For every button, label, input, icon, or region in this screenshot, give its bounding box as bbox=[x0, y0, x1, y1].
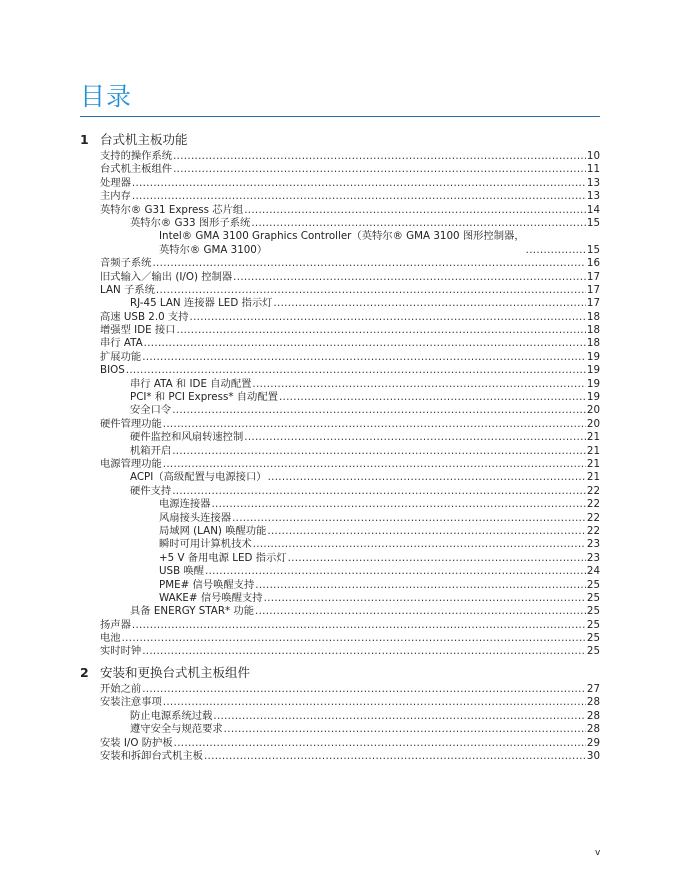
toc-entry-label bbox=[159, 498, 210, 511]
toc-entry-text: 安装注意事项 bbox=[100, 696, 162, 709]
toc-entry-text: 处理器 bbox=[100, 176, 131, 189]
toc-entry-text: 扬声器 bbox=[100, 618, 131, 631]
toc-entry-text: 防止电源系统过载 bbox=[130, 709, 213, 722]
toc-entry[interactable] bbox=[100, 471, 600, 484]
toc-entry[interactable] bbox=[100, 177, 600, 190]
section-number: 1 bbox=[80, 132, 89, 147]
toc-entry-label bbox=[130, 723, 223, 736]
toc-entry-text: Intel® GMA 3100 Graphics Controller（英特尔® GMA 3100 图形控制器， bbox=[159, 230, 525, 243]
toc-entry-label bbox=[100, 750, 203, 763]
toc-entry-page: 21 bbox=[586, 444, 600, 457]
dot-leader bbox=[279, 391, 586, 404]
toc-entry-page: 23 bbox=[586, 551, 600, 564]
dot-leader bbox=[173, 163, 586, 176]
toc-entry-label bbox=[100, 632, 121, 645]
toc-list-section-1 bbox=[100, 150, 600, 659]
toc-entry-page: 28 bbox=[586, 709, 600, 722]
dot-leader bbox=[152, 257, 585, 270]
toc-entry[interactable] bbox=[100, 163, 600, 176]
toc-entry-page: 29 bbox=[586, 736, 600, 749]
dot-leader bbox=[156, 284, 586, 297]
toc-entry-page: 25 bbox=[586, 632, 600, 645]
toc-entry-text: 局域网 (LAN) 唤醒功能 bbox=[159, 524, 267, 537]
toc-entry[interactable] bbox=[100, 230, 600, 257]
toc-entry[interactable] bbox=[100, 525, 600, 538]
dot-leader bbox=[144, 337, 586, 350]
toc-entry[interactable] bbox=[100, 418, 600, 431]
toc-entry-page: 19 bbox=[586, 350, 600, 363]
toc-entry[interactable] bbox=[100, 364, 600, 377]
toc-list-section-2 bbox=[100, 683, 600, 763]
toc-entry-text: 英特尔® G33 图形子系统 bbox=[130, 216, 251, 229]
toc-entry[interactable] bbox=[100, 378, 600, 391]
toc-entry-page: 25 bbox=[586, 605, 600, 618]
toc-entry[interactable] bbox=[100, 324, 600, 337]
toc-entry-label bbox=[100, 364, 125, 377]
toc-entry-page: 13 bbox=[586, 190, 600, 203]
toc-entry-page: 28 bbox=[586, 696, 600, 709]
toc-entry-page: 15 bbox=[586, 216, 600, 229]
toc-entry-text: PCI* 和 PCI Express* 自动配置 bbox=[130, 391, 278, 404]
toc-entry[interactable] bbox=[100, 723, 600, 736]
dot-leader bbox=[251, 217, 586, 230]
toc-entry-text: 安装 I/O 防护板 bbox=[100, 736, 173, 749]
toc-entry-label bbox=[100, 311, 189, 324]
toc-entry-page: 17 bbox=[586, 283, 600, 296]
toc-entry-text: 主内存 bbox=[100, 190, 131, 203]
dot-leader bbox=[163, 458, 586, 471]
toc-entry-page: 18 bbox=[586, 310, 600, 323]
toc-entry-label bbox=[100, 257, 151, 270]
page-title: 目录 bbox=[80, 82, 133, 111]
dot-leader bbox=[142, 645, 586, 658]
toc-entry-label bbox=[130, 217, 250, 230]
toc-entry-label bbox=[159, 525, 266, 538]
toc-entry-page: 13 bbox=[586, 176, 600, 189]
toc-entry-text-continued: 英特尔® GMA 3100） bbox=[159, 243, 268, 256]
dot-leader bbox=[173, 150, 586, 163]
dot-leader bbox=[273, 297, 585, 310]
dot-leader bbox=[264, 592, 586, 605]
toc-entry-text: 安全口令 bbox=[130, 404, 172, 417]
toc-entry-text: 实时时钟 bbox=[100, 645, 142, 658]
toc-entry[interactable] bbox=[100, 445, 600, 458]
dot-leader bbox=[233, 271, 586, 284]
dot-leader bbox=[267, 525, 586, 538]
toc-entry-text: 串行 ATA 和 IDE 自动配置 bbox=[130, 377, 252, 390]
toc-entry-text: 硬件管理功能 bbox=[100, 417, 162, 430]
toc-entry-page: 21 bbox=[586, 458, 600, 470]
toc-entry-page: 22 bbox=[586, 484, 600, 497]
toc-entry-label bbox=[100, 418, 162, 431]
toc-entry-text: 电源管理功能 bbox=[100, 458, 162, 470]
toc-entry-label bbox=[100, 204, 243, 217]
toc-entry[interactable] bbox=[100, 431, 600, 444]
toc-entry[interactable] bbox=[100, 284, 600, 297]
toc-entry-text: 增强型 IDE 接口 bbox=[100, 324, 176, 337]
toc-entry-label bbox=[130, 297, 272, 310]
toc-entry[interactable] bbox=[100, 579, 600, 592]
toc-entry[interactable] bbox=[100, 750, 600, 763]
dot-leader bbox=[177, 324, 586, 337]
toc-entry-page: 18 bbox=[586, 337, 600, 350]
toc-entry[interactable] bbox=[100, 552, 600, 565]
toc-entry-label bbox=[100, 458, 162, 471]
toc-entry-page: 21 bbox=[586, 471, 600, 484]
toc-entry-page: 25 bbox=[586, 578, 600, 591]
toc-entry-label bbox=[100, 150, 172, 163]
toc-entry[interactable] bbox=[100, 458, 600, 471]
toc-entry-page: 19 bbox=[586, 364, 600, 377]
toc-entry-page: 23 bbox=[586, 538, 600, 551]
toc-entry-text: 开始之前 bbox=[100, 683, 142, 695]
dot-leader bbox=[132, 190, 586, 203]
dot-leader bbox=[122, 632, 586, 645]
dot-leader bbox=[244, 204, 586, 217]
toc-entry-page: 22 bbox=[586, 498, 600, 511]
dot-leader bbox=[288, 552, 586, 565]
toc-entry-page: 17 bbox=[586, 270, 600, 283]
toc-entry-text: 风扇接头连接器 bbox=[159, 511, 232, 524]
toc-entry-text: 硬件监控和风扇转速控制 bbox=[130, 431, 244, 444]
dot-leader bbox=[163, 696, 586, 709]
toc-entry-label bbox=[100, 619, 131, 632]
toc-entry-page: 18 bbox=[586, 324, 600, 337]
toc-entry-label bbox=[130, 485, 171, 498]
toc-entry-label bbox=[159, 230, 525, 257]
toc-entry-text: 硬件支持 bbox=[130, 484, 172, 497]
dot-leader bbox=[255, 605, 586, 618]
toc-entry-label bbox=[159, 552, 287, 565]
toc-entry-label bbox=[100, 324, 176, 337]
toc-entry-label bbox=[100, 337, 143, 350]
toc-entry-page: 24 bbox=[586, 565, 600, 578]
toc-entry-page: 20 bbox=[586, 404, 600, 417]
toc-entry-label bbox=[159, 579, 254, 592]
toc-entry-text: RJ-45 LAN 连接器 LED 指示灯 bbox=[130, 297, 273, 310]
toc-entry-page: 14 bbox=[586, 203, 600, 216]
toc-entry-text: 音频子系统 bbox=[100, 257, 152, 270]
dot-leader bbox=[190, 311, 586, 324]
dot-leader bbox=[253, 538, 586, 551]
toc-entry[interactable] bbox=[100, 391, 600, 404]
toc-entry-text: ACPI（高级配置与电源接口） bbox=[130, 471, 267, 484]
toc-entry-page: 22 bbox=[586, 511, 600, 524]
toc-entry-text: 电池 bbox=[100, 632, 121, 645]
toc-entry[interactable] bbox=[100, 592, 600, 605]
toc-entry-page: 17 bbox=[586, 297, 600, 310]
toc-entry-page: 21 bbox=[586, 431, 600, 444]
toc-entry-label bbox=[130, 710, 212, 723]
toc-entry-page: 25 bbox=[586, 591, 600, 604]
toc-entry[interactable] bbox=[100, 605, 600, 618]
toc-entry[interactable] bbox=[100, 337, 600, 350]
toc-entry-label bbox=[100, 271, 232, 284]
section-number: 2 bbox=[80, 665, 89, 680]
toc-entry-page: 30 bbox=[586, 749, 600, 762]
toc-entry-page: 28 bbox=[586, 723, 600, 736]
toc-entry-label bbox=[130, 404, 171, 417]
toc-entry-text: 支持的操作系统 bbox=[100, 150, 173, 162]
dot-leader bbox=[526, 244, 586, 257]
toc-entry[interactable] bbox=[100, 190, 600, 203]
dot-leader bbox=[174, 737, 586, 750]
toc-entry-label bbox=[100, 645, 141, 658]
dot-leader bbox=[244, 431, 586, 444]
toc-entry[interactable] bbox=[100, 619, 600, 632]
toc-entry-label bbox=[100, 683, 141, 696]
toc-entry-label bbox=[100, 696, 162, 709]
toc-entry-label bbox=[100, 177, 131, 190]
toc-entry-text: 扩展功能 bbox=[100, 350, 142, 363]
dot-leader bbox=[252, 378, 585, 391]
dot-leader bbox=[132, 177, 586, 190]
toc-entry-label bbox=[130, 378, 251, 391]
toc-entry[interactable] bbox=[100, 710, 600, 723]
toc-entry-text: LAN 子系统 bbox=[100, 283, 155, 296]
toc-entry-text: +5 V 备用电源 LED 指示灯 bbox=[159, 551, 287, 564]
dot-leader bbox=[132, 619, 586, 632]
toc-entry-label bbox=[130, 445, 171, 458]
toc-entry-text: 具备 ENERGY STAR* 功能 bbox=[130, 605, 255, 618]
toc-entry-text: BIOS bbox=[100, 364, 125, 377]
toc-entry[interactable] bbox=[100, 645, 600, 658]
toc-entry-label bbox=[100, 163, 172, 176]
toc-entry[interactable] bbox=[100, 498, 600, 511]
toc-entry-page: 25 bbox=[586, 645, 600, 658]
toc-entry-text: 英特尔® G31 Express 芯片组 bbox=[100, 203, 244, 216]
toc-entry-label bbox=[100, 284, 155, 297]
dot-leader bbox=[255, 579, 586, 592]
toc-entry-page: 27 bbox=[586, 683, 600, 695]
toc-entry-text: 瞬时可用计算机技术 bbox=[159, 538, 252, 551]
toc-entry-label bbox=[159, 565, 204, 578]
toc-entry-label bbox=[100, 351, 141, 364]
toc-entry[interactable] bbox=[100, 204, 600, 217]
toc-entry-label bbox=[100, 737, 173, 750]
dot-leader bbox=[205, 565, 586, 578]
dot-leader bbox=[172, 404, 586, 417]
toc-entry-text: PME# 信号唤醒支持 bbox=[159, 578, 255, 591]
toc-entry[interactable] bbox=[100, 351, 600, 364]
toc-entry[interactable] bbox=[100, 311, 600, 324]
toc-entry-text: 电源连接器 bbox=[159, 498, 211, 511]
toc-entry-label bbox=[130, 391, 278, 404]
toc-entry-text: 遵守安全与规范要求 bbox=[130, 723, 223, 736]
toc-entry-text: 机箱开启 bbox=[130, 444, 172, 457]
toc-entry-label bbox=[130, 471, 267, 484]
toc-entry[interactable] bbox=[100, 485, 600, 498]
toc-entry-label bbox=[130, 431, 243, 444]
dot-leader bbox=[172, 485, 586, 498]
dot-leader bbox=[163, 418, 586, 431]
toc-entry-page: 25 bbox=[586, 618, 600, 631]
toc-entry-label bbox=[130, 605, 254, 618]
toc-entry-text: 高速 USB 2.0 支持 bbox=[100, 310, 189, 323]
toc-entry-page: 15 bbox=[586, 243, 600, 256]
toc-entry[interactable] bbox=[100, 538, 600, 551]
toc-entry[interactable] bbox=[100, 632, 600, 645]
toc-entry-label bbox=[159, 512, 231, 525]
toc-entry-label bbox=[159, 538, 252, 551]
dot-leader bbox=[172, 445, 586, 458]
toc-entry-text: 旧式输入／输出 (I/O) 控制器 bbox=[100, 270, 233, 283]
toc-entry[interactable] bbox=[100, 737, 600, 750]
section-title: 安装和更换台式机主板组件 bbox=[100, 665, 251, 680]
toc-entry[interactable] bbox=[100, 150, 600, 163]
toc-entry-page: 19 bbox=[586, 377, 600, 390]
toc-entry-text: WAKE# 信号唤醒支持 bbox=[159, 591, 263, 604]
toc-entry[interactable] bbox=[100, 683, 600, 696]
toc-entry[interactable] bbox=[100, 257, 600, 270]
toc-entry-page: 22 bbox=[586, 524, 600, 537]
toc-entry-text: USB 唤醒 bbox=[159, 565, 205, 578]
dot-leader bbox=[142, 683, 586, 696]
toc-entry[interactable] bbox=[100, 271, 600, 284]
toc-entry-text: 安装和拆卸台式机主板 bbox=[100, 749, 203, 762]
toc-entry-page: 11 bbox=[586, 163, 600, 176]
toc-entry[interactable] bbox=[100, 217, 600, 230]
dot-leader bbox=[126, 364, 586, 377]
toc-entry-page: 19 bbox=[586, 391, 600, 404]
dot-leader bbox=[211, 498, 585, 511]
toc-entry-text: 串行 ATA bbox=[100, 337, 143, 350]
dot-leader bbox=[213, 710, 586, 723]
dot-leader bbox=[204, 750, 586, 763]
toc-entry[interactable] bbox=[100, 404, 600, 417]
toc-entry[interactable] bbox=[100, 696, 600, 709]
toc-entry-label bbox=[100, 190, 131, 203]
toc-entry[interactable] bbox=[100, 297, 600, 310]
dot-leader bbox=[232, 512, 586, 525]
dot-leader bbox=[142, 351, 586, 364]
dot-leader bbox=[224, 723, 586, 736]
toc-entry[interactable] bbox=[100, 565, 600, 578]
section-title: 台式机主板功能 bbox=[100, 132, 188, 147]
toc-entry-page: 10 bbox=[586, 150, 600, 162]
toc-entry[interactable] bbox=[100, 512, 600, 525]
title-rule bbox=[80, 116, 600, 117]
page-number: v bbox=[595, 848, 601, 858]
dot-leader bbox=[268, 471, 586, 484]
toc-entry-label bbox=[159, 592, 263, 605]
toc-entry-page: 16 bbox=[586, 257, 600, 270]
toc-entry-page: 20 bbox=[586, 417, 600, 430]
toc-entry-text: 台式机主板组件 bbox=[100, 163, 173, 176]
